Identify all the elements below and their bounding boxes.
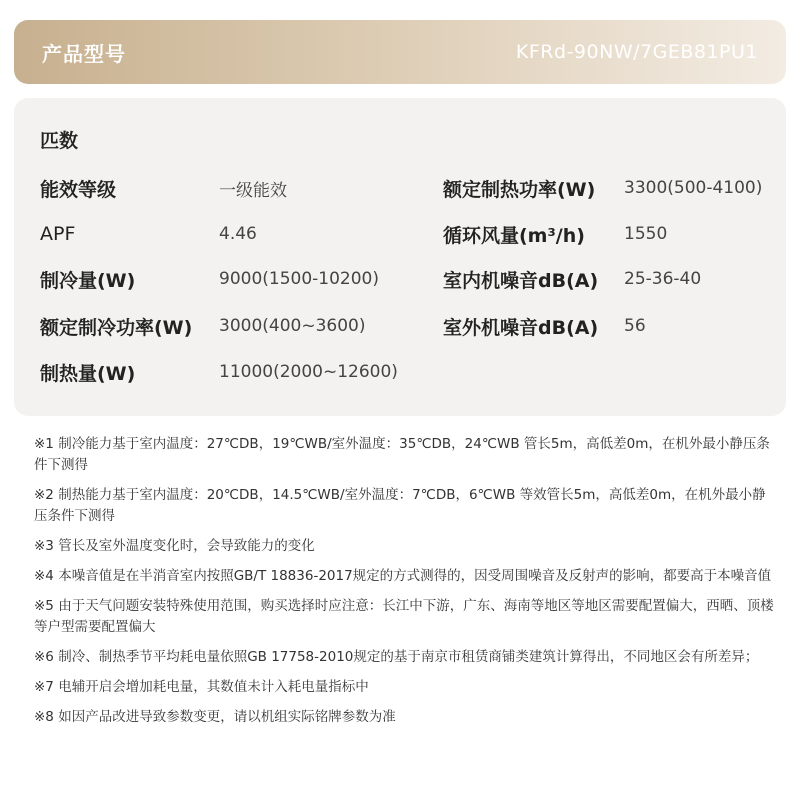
spec-value: 1550: [624, 224, 668, 244]
spec-value: 56: [624, 316, 646, 336]
spec-value: 25-36-40: [624, 269, 702, 289]
spec-key: 室外机噪音dB(A): [443, 316, 599, 339]
spec-key: 能效等级: [40, 178, 117, 201]
footnote: ※2 制热能力基于室内温度：20℃DB，14.5℃WB/室外温度：7℃DB，6℃WB 等效管长5m，高低差0m，在机外最小静压条件下测得: [34, 487, 766, 524]
spec-key: 制冷量(W): [40, 269, 136, 292]
spec-value: 9000(1500-10200): [219, 269, 380, 289]
spec-key: 额定制热功率(W): [443, 178, 596, 201]
spec-value: 3300(500-4100): [624, 178, 763, 198]
footnotes: [34, 434, 774, 737]
spec-key: 室内机噪音dB(A): [443, 269, 599, 292]
spec-value: 4.46: [219, 224, 257, 244]
spec-value: 3000(400~3600): [219, 316, 366, 336]
section-title: 匹数: [40, 130, 79, 152]
spec-row: [14, 219, 786, 249]
footnote: ※3 管长及室外温度变化时，会导致能力的变化: [34, 538, 315, 554]
model-number: KFRd-90NW/7GEB81PU1: [515, 41, 758, 63]
spec-card: [14, 98, 786, 416]
footnote: ※8 如因产品改进导致参数变更，请以机组实际铭牌参数为准: [34, 709, 396, 725]
spec-row: [14, 264, 786, 294]
footnote: ※5 由于天气问题安装特殊使用范围，购买选择时应注意：长江中下游，广东、海南等地区等地区需要配置偏大，西晒、顶楼等户型需要配置偏大: [34, 598, 774, 635]
spec-key: 制热量(W): [40, 362, 136, 385]
spec-key: 额定制冷功率(W): [40, 316, 193, 339]
spec-row: [14, 311, 786, 341]
model-label: 产品型号: [42, 41, 126, 66]
spec-value: 一级能效: [219, 180, 287, 201]
spec-value: 11000(2000~12600): [219, 362, 398, 382]
spec-key: 循环风量(m³/h): [443, 224, 585, 247]
footnote: ※4 本噪音值是在半消音室内按照GB/T 18836-2017规定的方式测得的，因受周围噪音及反射声的影响，都要高于本噪音值: [34, 568, 772, 584]
spec-key: APF: [40, 223, 76, 245]
footnote: ※7 电辅开启会增加耗电量，其数值未计入耗电量指标中: [34, 679, 369, 695]
footnote: ※1 制冷能力基于室内温度：27℃DB，19℃WB/室外温度：35℃DB，24℃WB 管长5m，高低差0m，在机外最小静压条件下测得: [34, 436, 770, 473]
model-header: [14, 20, 786, 84]
footnote: ※6 制冷、制热季节平均耗电量依照GB 17758-2010规定的基于南京市租赁商铺类建筑计算得出，不同地区会有所差异；: [34, 649, 759, 665]
spec-row: [14, 173, 786, 203]
spec-row: [14, 357, 786, 387]
